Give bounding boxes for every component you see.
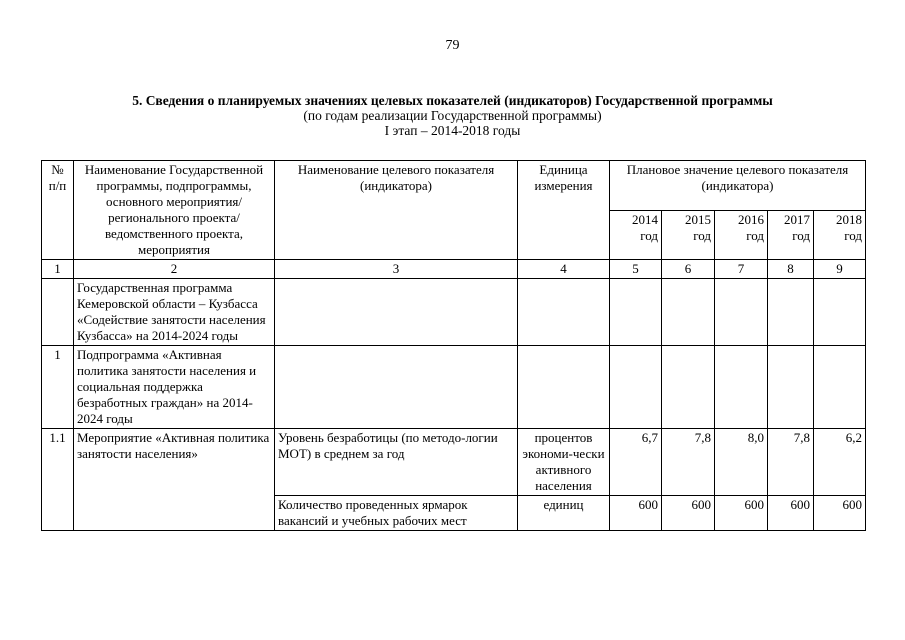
empty-cell bbox=[518, 279, 610, 346]
value-2015: 600 bbox=[662, 496, 715, 531]
header-year-2016: 2016 год bbox=[715, 210, 768, 260]
empty-cell bbox=[715, 346, 768, 429]
value-2015: 7,8 bbox=[662, 429, 715, 496]
empty-cell bbox=[662, 346, 715, 429]
empty-cell bbox=[275, 279, 518, 346]
measure-row bbox=[42, 429, 866, 496]
empty-cell bbox=[814, 346, 866, 429]
header-year-2018: 2018 год bbox=[814, 210, 866, 260]
indicator-unit: процентов экономи-чески активного населения bbox=[518, 429, 610, 496]
empty-cell bbox=[610, 279, 662, 346]
col-number: 2 bbox=[74, 260, 275, 279]
column-numbers-row bbox=[42, 260, 866, 279]
col-number: 6 bbox=[662, 260, 715, 279]
value-2017: 7,8 bbox=[768, 429, 814, 496]
header-year-2017: 2017 год bbox=[768, 210, 814, 260]
header-num: № п/п bbox=[42, 161, 74, 260]
col-number: 9 bbox=[814, 260, 866, 279]
measure-name: Мероприятие «Активная политика занятости населения» bbox=[74, 429, 275, 531]
section-subtitle: (по годам реализации Государственной программы) bbox=[303, 108, 602, 123]
section-title: 5. Сведения о планируемых значениях целевых показателей (индикаторов) Государственной программы bbox=[132, 93, 773, 108]
empty-cell bbox=[768, 279, 814, 346]
header-year-2014: 2014 год bbox=[610, 210, 662, 260]
col-number: 4 bbox=[518, 260, 610, 279]
value-2014: 6,7 bbox=[610, 429, 662, 496]
value-2016: 600 bbox=[715, 496, 768, 531]
empty-cell bbox=[814, 279, 866, 346]
empty-cell bbox=[715, 279, 768, 346]
header-year-2015: 2015 год bbox=[662, 210, 715, 260]
header-row bbox=[42, 161, 866, 211]
col-number: 7 bbox=[715, 260, 768, 279]
value-2018: 6,2 bbox=[814, 429, 866, 496]
row-num bbox=[42, 279, 74, 346]
row-num: 1 bbox=[42, 346, 74, 429]
indicator-name: Количество проведенных ярмарок вакансий и учебных рабочих мест bbox=[275, 496, 518, 531]
section-title-block bbox=[0, 93, 905, 138]
header-planned-value: Плановое значение целевого показателя (индикатора) bbox=[610, 161, 866, 211]
page-number: 79 bbox=[445, 38, 460, 53]
value-2017: 600 bbox=[768, 496, 814, 531]
program-name: Государственная программа Кемеровской области – Кузбасса «Содействие занятости населения Кузбасса» на 2014-2024 годы bbox=[74, 279, 275, 346]
col-number: 8 bbox=[768, 260, 814, 279]
empty-cell bbox=[518, 346, 610, 429]
empty-cell bbox=[768, 346, 814, 429]
indicator-name: Уровень безработицы (по методо-логии МОТ) в среднем за год bbox=[275, 429, 518, 496]
header-indicator-name: Наименование целевого показателя (индикатора) bbox=[275, 161, 518, 260]
value-2016: 8,0 bbox=[715, 429, 768, 496]
empty-cell bbox=[610, 346, 662, 429]
empty-cell bbox=[275, 346, 518, 429]
indicator-unit: единиц bbox=[518, 496, 610, 531]
header-unit: Единица измерения bbox=[518, 161, 610, 260]
indicators-table bbox=[41, 160, 866, 531]
header-program-name: Наименование Государственной программы, подпрограммы, основного мероприятия/регионального проекта/ведомственного проекта, мероприятия bbox=[74, 161, 275, 260]
value-2014: 600 bbox=[610, 496, 662, 531]
subprogram-row bbox=[42, 346, 866, 429]
value-2018: 600 bbox=[814, 496, 866, 531]
col-number: 1 bbox=[42, 260, 74, 279]
empty-cell bbox=[662, 279, 715, 346]
subprogram-name: Подпрограмма «Активная политика занятости населения и социальная поддержка безработных граждан» на 2014-2024 годы bbox=[74, 346, 275, 429]
col-number: 3 bbox=[275, 260, 518, 279]
stage-subtitle: I этап – 2014-2018 годы bbox=[384, 123, 521, 138]
program-row bbox=[42, 279, 866, 346]
col-number: 5 bbox=[610, 260, 662, 279]
row-num: 1.1 bbox=[42, 429, 74, 531]
